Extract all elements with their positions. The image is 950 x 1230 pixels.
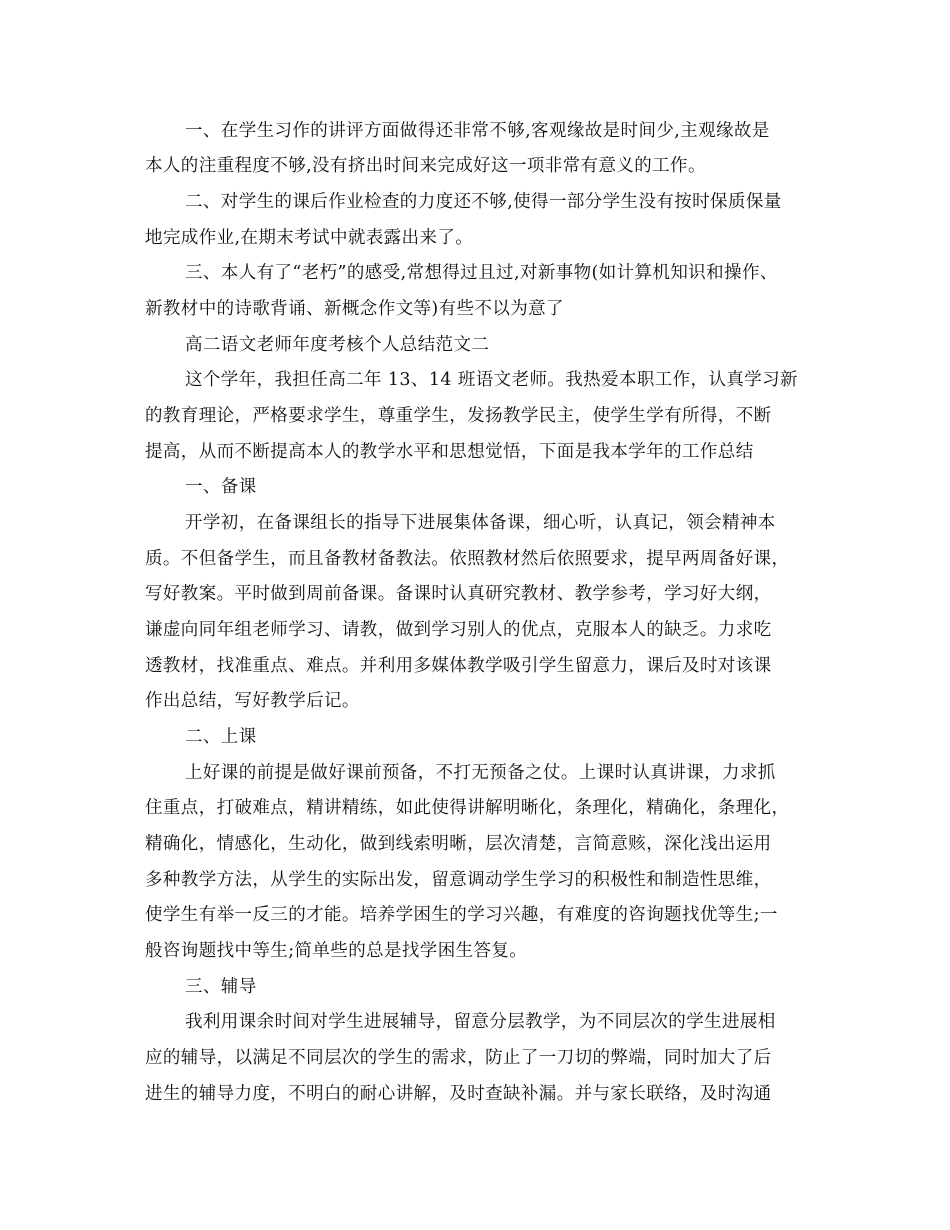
text-line: 进生的辅导力度，不明白的耐心讲解，及时查缺补漏。并与家长联络，及时沟通	[145, 1084, 772, 1104]
text-line: 的教育理论，严格要求学生，尊重学生，发扬教学民主，使学生学有所得，不断	[145, 406, 772, 426]
text-line: 应的辅导，以满足不同层次的学生的需求，防止了一刀切的弊端，同时加大了后	[145, 1048, 772, 1068]
text-line: 作出总结，写好教学后记。	[145, 691, 360, 711]
text-line: 透教材，找准重点、难点。并利用多媒体教学吸引学生留意力，课后及时对该课	[145, 656, 772, 676]
text-line: 写好教案。平时做到周前备课。备课时认真研究教材、教学参考，学习好大纲，	[145, 584, 772, 604]
text-line: 二、对学生的课后作业检查的力度还不够,使得一部分学生没有按时保质保量	[185, 192, 782, 212]
text-line: 上好课的前提是做好课前预备，不打无预备之仗。上课时认真讲课，力求抓	[185, 763, 776, 783]
text-line: 本人的注重程度不够,没有挤出时间来完成好这一项非常有意义的工作。	[145, 156, 706, 176]
text-line: 住重点，打破难点，精讲精练，如此使得讲解明晰化，条理化，精确化，条理化，	[145, 798, 790, 818]
text-line: 质。不但备学生，而且备教材备教法。依照教材然后依照要求，提早两周备好课，	[145, 549, 790, 569]
text-line: 我利用课余时间对学生进展辅导，留意分层教学，为不同层次的学生进展相	[185, 1012, 776, 1032]
text-line: 新教材中的诗歌背诵、新概念作文等)有些不以为意了	[145, 299, 564, 319]
section-title: 高二语文老师年度考核个人总结范文二	[185, 335, 490, 355]
section-heading: 二、上课	[185, 727, 257, 747]
text-line: 一、在学生习作的讲评方面做得还非常不够,客观缘故是时间少,主观缘故是	[185, 121, 770, 141]
text-line: 地完成作业,在期末考试中就表露出来了。	[145, 228, 474, 248]
text-line: 精确化，情感化，生动化，做到线索明晰，层次清楚，言简意赅，深化浅出运用	[145, 834, 772, 854]
text-line: 多种教学方法，从学生的实际出发，留意调动学生学习的积极性和制造性思维，	[145, 870, 772, 890]
section-heading: 一、备课	[185, 477, 257, 497]
text-line: 般咨询题找中等生;简单些的总是找学困生答复。	[145, 941, 528, 961]
text-line: 使学生有举一反三的才能。培养学困生的学习兴趣，有难度的咨询题找优等生;一	[145, 905, 778, 925]
text-line: 这个学年，我担任高二年 13、14 班语文老师。我热爱本职工作，认真学习新	[185, 370, 798, 390]
text-line: 提高，从而不断提高本人的教学水平和思想觉悟，下面是我本学年的工作总结	[145, 442, 754, 462]
text-line: 谦虚向同年组老师学习、请教，做到学习别人的优点，克服本人的缺乏。力求吃	[145, 620, 772, 640]
text-line: 三、本人有了“老朽”的感受,常想得过且过,对新事物(如计算机知识和操作、	[185, 263, 778, 283]
text-line: 开学初，在备课组长的指导下进展集体备课，细心听，认真记，领会精神本	[185, 513, 776, 533]
section-heading: 三、辅导	[185, 977, 257, 997]
